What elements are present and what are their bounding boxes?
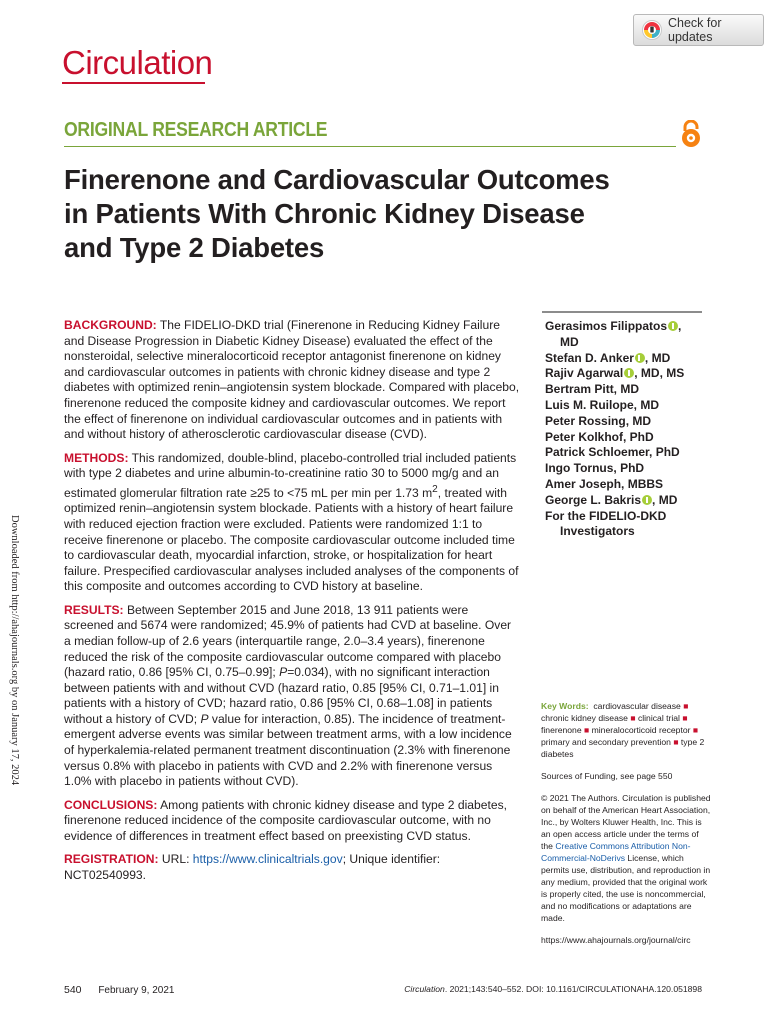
keywords-label: Key Words:: [541, 701, 589, 711]
section-label: METHODS:: [64, 450, 129, 465]
footer-left: [64, 984, 174, 996]
article-title: [64, 163, 704, 265]
check-for-updates-label: Check for updates: [668, 16, 722, 44]
abstract-methods: METHODS: This randomized, double-blind, placebo-controlled trial included patients with type 2 diabetes and urine albumin-to-creatinine ratio 30 to 5000 mg/g and an estimated glomerular filtration rate ≥25 to <75 mL per min per 1.73 $m^2$, treated with optimized renin–angiotensin system blockade. Patients with a history of heart failure with reduced ejection fraction were excluded. Patients were randomized 1:1 to receive finerenone or placebo. The composite cardiovascular outcome included time to cardiovascular death, myocardial infarction, stroke, or hospitalization for heart failure. Prespecified cardiovascular analyses included analyses of the components of this composite and outcomes according to CVD history at baseline.: [64, 450, 519, 594]
cc-license-link[interactable]: Creative Commons Attribution Non-Commercial-NoDerivs: [541, 841, 691, 863]
title-line: in Patients With Chronic Kidney Disease: [64, 198, 585, 229]
orcid-icon[interactable]: [624, 368, 634, 378]
license-note: © 2021 The Authors. Circulation is published on behalf of the American Heart Association, Inc., by Wolters Kluwer Health, Inc. This is an open access article under the terms of the Creative Commons Attribution Non-Commercial-NoDerivs License, which permits use, distribution, and reproduction in any medium, provided that the original work is properly cited, the use is noncommercial, and no modifications or adaptations are made.: [541, 793, 711, 923]
author: Amer Joseph, MBBS: [545, 476, 664, 491]
title-line: Finerenone and Cardiovascular Outcomes: [64, 164, 610, 195]
orcid-icon[interactable]: [642, 495, 652, 505]
download-watermark: Downloaded from http://ahajournals.org by on January 17, 2024: [9, 515, 20, 786]
check-for-updates-button[interactable]: [633, 14, 764, 46]
author: Peter Rossing, MD: [545, 413, 652, 428]
journal-url: https://www.ahajournals.org/journal/circ: [541, 935, 691, 945]
abstract: [64, 318, 520, 891]
orcid-icon[interactable]: [635, 353, 645, 363]
author-group: For the FIDELIO-DKD: [545, 508, 667, 523]
keyword: cardiovascular disease: [593, 701, 681, 711]
title-line: and Type 2 Diabetes: [64, 232, 325, 263]
keyword: clinical trial: [637, 713, 680, 723]
author: Bertram Pitt, MD: [545, 382, 640, 397]
clinicaltrials-link[interactable]: https://www.clinicaltrials.gov: [192, 852, 343, 867]
author: Stefan D. Anker , MD: [545, 350, 671, 365]
author: George L. Bakris , MD: [545, 492, 678, 507]
author: Patrick Schloemer, PhD: [545, 445, 680, 460]
author: Gerasimos Filippatos ,: [545, 319, 682, 333]
abstract-registration: REGISTRATION: URL: https://www.clinicaltrials.gov; Unique identifier: NCT02540993.: [64, 852, 441, 882]
author-continued: MD: [560, 334, 579, 349]
footer-citation: Circulation. 2021;143:540–552. DOI: 10.1161/CIRCULATIONAHA.120.051898: [404, 984, 702, 994]
keywords: Key Words: cardiovascular disease ■ chronic kidney disease ■ clinical trial ■ finerenone ■ mineralocorticoid receptor ■ primary and secondary prevention ■ type 2 diabetes: [541, 701, 705, 759]
section-label: BACKGROUND:: [64, 318, 157, 332]
author-list: [545, 319, 715, 540]
author-group-continued: Investigators: [560, 524, 635, 539]
journal-underline: [62, 82, 205, 84]
author: Peter Kolkhof, PhD: [545, 429, 654, 444]
abstract-results: RESULTS: Between September 2015 and June 2018, 13 911 patients were screened and 5674 were randomized; 45.9% of patients had CVD at baseline. Over a median follow-up of 2.6 years (interquartile range, 2.0–3.4 years), finerenone reduced the risk of the composite cardiovascular outcome compared with placebo (hazard ratio, 0.86 [95% CI, 0.75–0.99]; P=0.034), with no significant interaction between patients with and without CVD (hazard ratio, 0.85 [95% CI, 0.71–1.01] in patients with a history of CVD; hazard ratio, 0.86 [95% CI, 0.68–1.08] in patients without a history of CVD; P value for interaction, 0.85). The incidence of treatment-emergent adverse events was similar between treatment arms, with a low incidence of hyperkalemia-related permanent treatment discontinuation (2.3% with finerenone versus 0.8% with placebo in patients with CVD and 2.2% with finerenone versus 1.0% with placebo in patients without CVD).: [64, 602, 512, 789]
keyword: finerenone: [541, 725, 582, 735]
article-type-rule: [64, 146, 676, 147]
author: Ingo Tornus, PhD: [545, 461, 645, 476]
section-label: CONCLUSIONS:: [64, 797, 158, 812]
keyword: chronic kidney disease: [541, 713, 628, 723]
authors-rule: [542, 311, 702, 313]
keyword: type 2 diabetes: [541, 737, 705, 759]
section-label: REGISTRATION:: [64, 852, 159, 867]
abstract-background: BACKGROUND: The FIDELIO-DKD trial (Finerenone in Reducing Kidney Failure and Disease Progression in Diabetic Kidney Disease) evaluated the effect of the nonsteroidal, selective mineralocorticoid receptor antagonist finerenone on kidney and cardiovascular outcomes in patients with chronic kidney disease and type 2 diabetes with optimized renin–angiotensin system blockade. Compared with placebo, finerenone reduced the composite kidney and cardiovascular outcomes. We report the effect of finerenone on individual cardiovascular outcomes and in patients with and without history of atherosclerotic cardiovascular disease (CVD).: [64, 318, 520, 442]
journal-name: Circulation: [62, 44, 213, 81]
open-access-icon: [679, 120, 703, 148]
abstract-conclusions: CONCLUSIONS: Among patients with chronic kidney disease and type 2 diabetes, finerenone reduced incidence of the composite cardiovascular outcome, with no evidence of differences in treatment effect based on preexisting CVD status.: [64, 797, 507, 843]
keyword: mineralocorticoid receptor: [591, 725, 691, 735]
author: Luis M. Ruilope, MD: [545, 397, 659, 412]
article-type-label: ORIGINAL RESEARCH ARTICLE: [64, 119, 328, 141]
issue-date: February 9, 2021: [98, 985, 175, 996]
keyword: primary and secondary prevention: [541, 737, 671, 747]
section-label: RESULTS:: [64, 602, 124, 617]
orcid-icon[interactable]: [668, 321, 678, 331]
funding-note: Sources of Funding, see page 550: [541, 771, 673, 781]
author: Rajiv Agarwal , MD, MS: [545, 366, 685, 381]
article-sidebar: [541, 700, 711, 956]
page-number: 540: [64, 984, 82, 996]
crossmark-icon: [642, 20, 662, 40]
